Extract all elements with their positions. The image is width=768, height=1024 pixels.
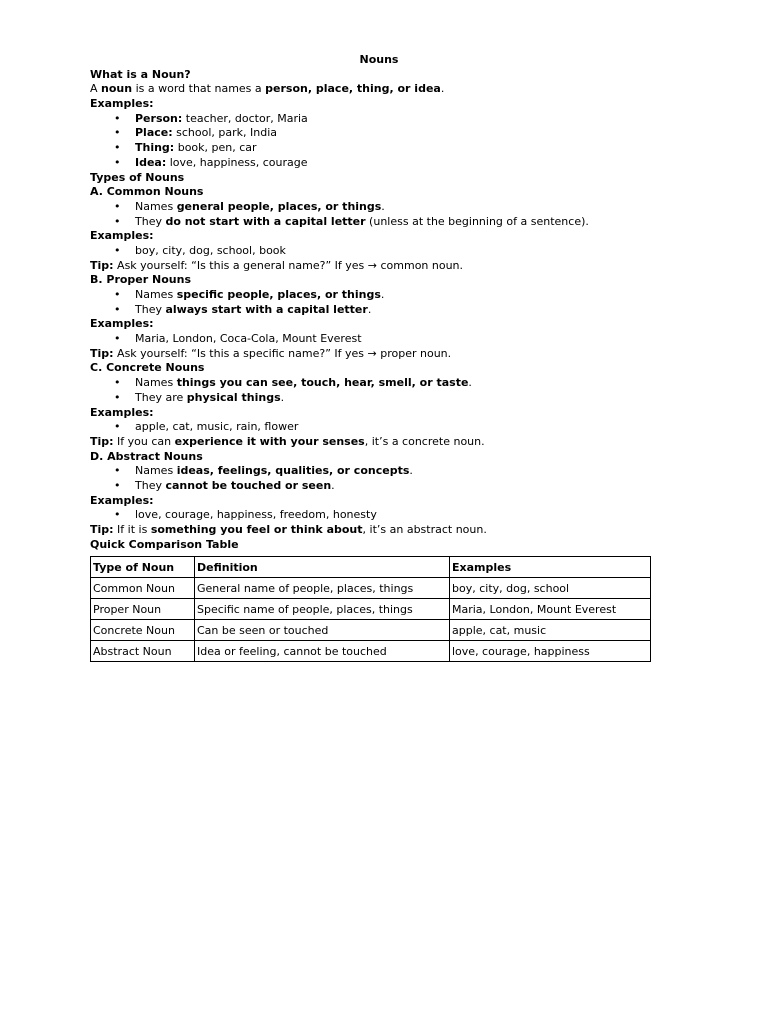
column-header: Type of Noun <box>91 557 195 578</box>
table-cell: Maria, London, Mount Everest <box>450 599 651 620</box>
table-row <box>91 620 651 641</box>
examples-label: Examples: <box>90 493 154 507</box>
table-cell: Concrete Noun <box>91 620 195 641</box>
tip-line: Tip: Ask yourself: “Is this a general name?” If yes → common noun. <box>90 258 464 272</box>
list-item: • They always start with a capital letter. <box>114 302 372 316</box>
table-cell: Idea or feeling, cannot be touched <box>195 641 450 662</box>
table-row <box>91 599 651 620</box>
examples-label: Examples: <box>90 229 154 243</box>
table-cell: Can be seen or touched <box>195 620 450 641</box>
table-cell: Specific name of people, places, things <box>195 599 450 620</box>
table-header-row <box>91 557 651 578</box>
table-cell: apple, cat, music <box>450 620 651 641</box>
list-item: • Place: school, park, India <box>114 126 278 140</box>
list-item: • Idea: love, happiness, courage <box>114 155 308 169</box>
list-item: • They are physical things. <box>114 390 285 404</box>
list-item: • Names specific people, places, or things. <box>114 288 385 301</box>
subsection-heading: B. Proper Nouns <box>90 273 191 287</box>
list-item: • Names general people, places, or things. <box>114 199 385 213</box>
list-item: • love, courage, happiness, freedom, honesty <box>114 508 377 522</box>
list-item: • boy, city, dog, school, book <box>114 243 286 257</box>
examples-label: Examples: <box>90 97 154 111</box>
table-cell: Common Noun <box>91 578 195 599</box>
section-heading: Types of Nouns <box>90 170 185 184</box>
table-cell: Abstract Noun <box>91 641 195 662</box>
list-item: • Person: teacher, doctor, Maria <box>114 111 308 125</box>
table-row <box>91 641 651 662</box>
examples-label: Examples: <box>90 405 154 419</box>
list-item: • They cannot be touched or seen. <box>114 478 335 492</box>
comparison-table <box>90 556 651 662</box>
table-heading: Quick Comparison Table <box>90 537 239 551</box>
subsection-heading: A. Common Nouns <box>90 185 204 199</box>
page-title: Nouns <box>359 53 399 66</box>
table-cell: General name of people, places, things <box>195 578 450 599</box>
document-page <box>90 53 650 552</box>
list-item: • apple, cat, music, rain, flower <box>114 420 299 434</box>
tip-line: Tip: If it is something you feel or think about, it’s an abstract noun. <box>90 523 487 536</box>
tip-line: Tip: If you can experience it with your senses, it’s a concrete noun. <box>90 434 485 448</box>
list-item: • Names ideas, feelings, qualities, or concepts. <box>114 464 413 478</box>
list-item: • Thing: book, pen, car <box>114 141 257 155</box>
column-header: Examples <box>450 557 651 578</box>
intro-paragraph: A noun is a word that names a person, place, thing, or idea. <box>90 82 445 96</box>
list-item: • Maria, London, Coca-Cola, Mount Everest <box>114 332 362 346</box>
column-header: Definition <box>195 557 450 578</box>
table-cell: boy, city, dog, school <box>450 578 651 599</box>
section-heading: What is a Noun? <box>90 67 191 81</box>
subsection-heading: D. Abstract Nouns <box>90 449 203 463</box>
subsection-heading: C. Concrete Nouns <box>90 361 205 375</box>
tip-line: Tip: Ask yourself: “Is this a specific name?” If yes → proper noun. <box>90 346 452 360</box>
table-cell: Proper Noun <box>91 599 195 620</box>
examples-label: Examples: <box>90 317 154 331</box>
list-item: • They do not start with a capital letter (unless at the beginning of a sentence). <box>114 214 589 228</box>
list-item: • Names things you can see, touch, hear, smell, or taste. <box>114 376 472 390</box>
table-row <box>91 578 651 599</box>
table-cell: love, courage, happiness <box>450 641 651 662</box>
